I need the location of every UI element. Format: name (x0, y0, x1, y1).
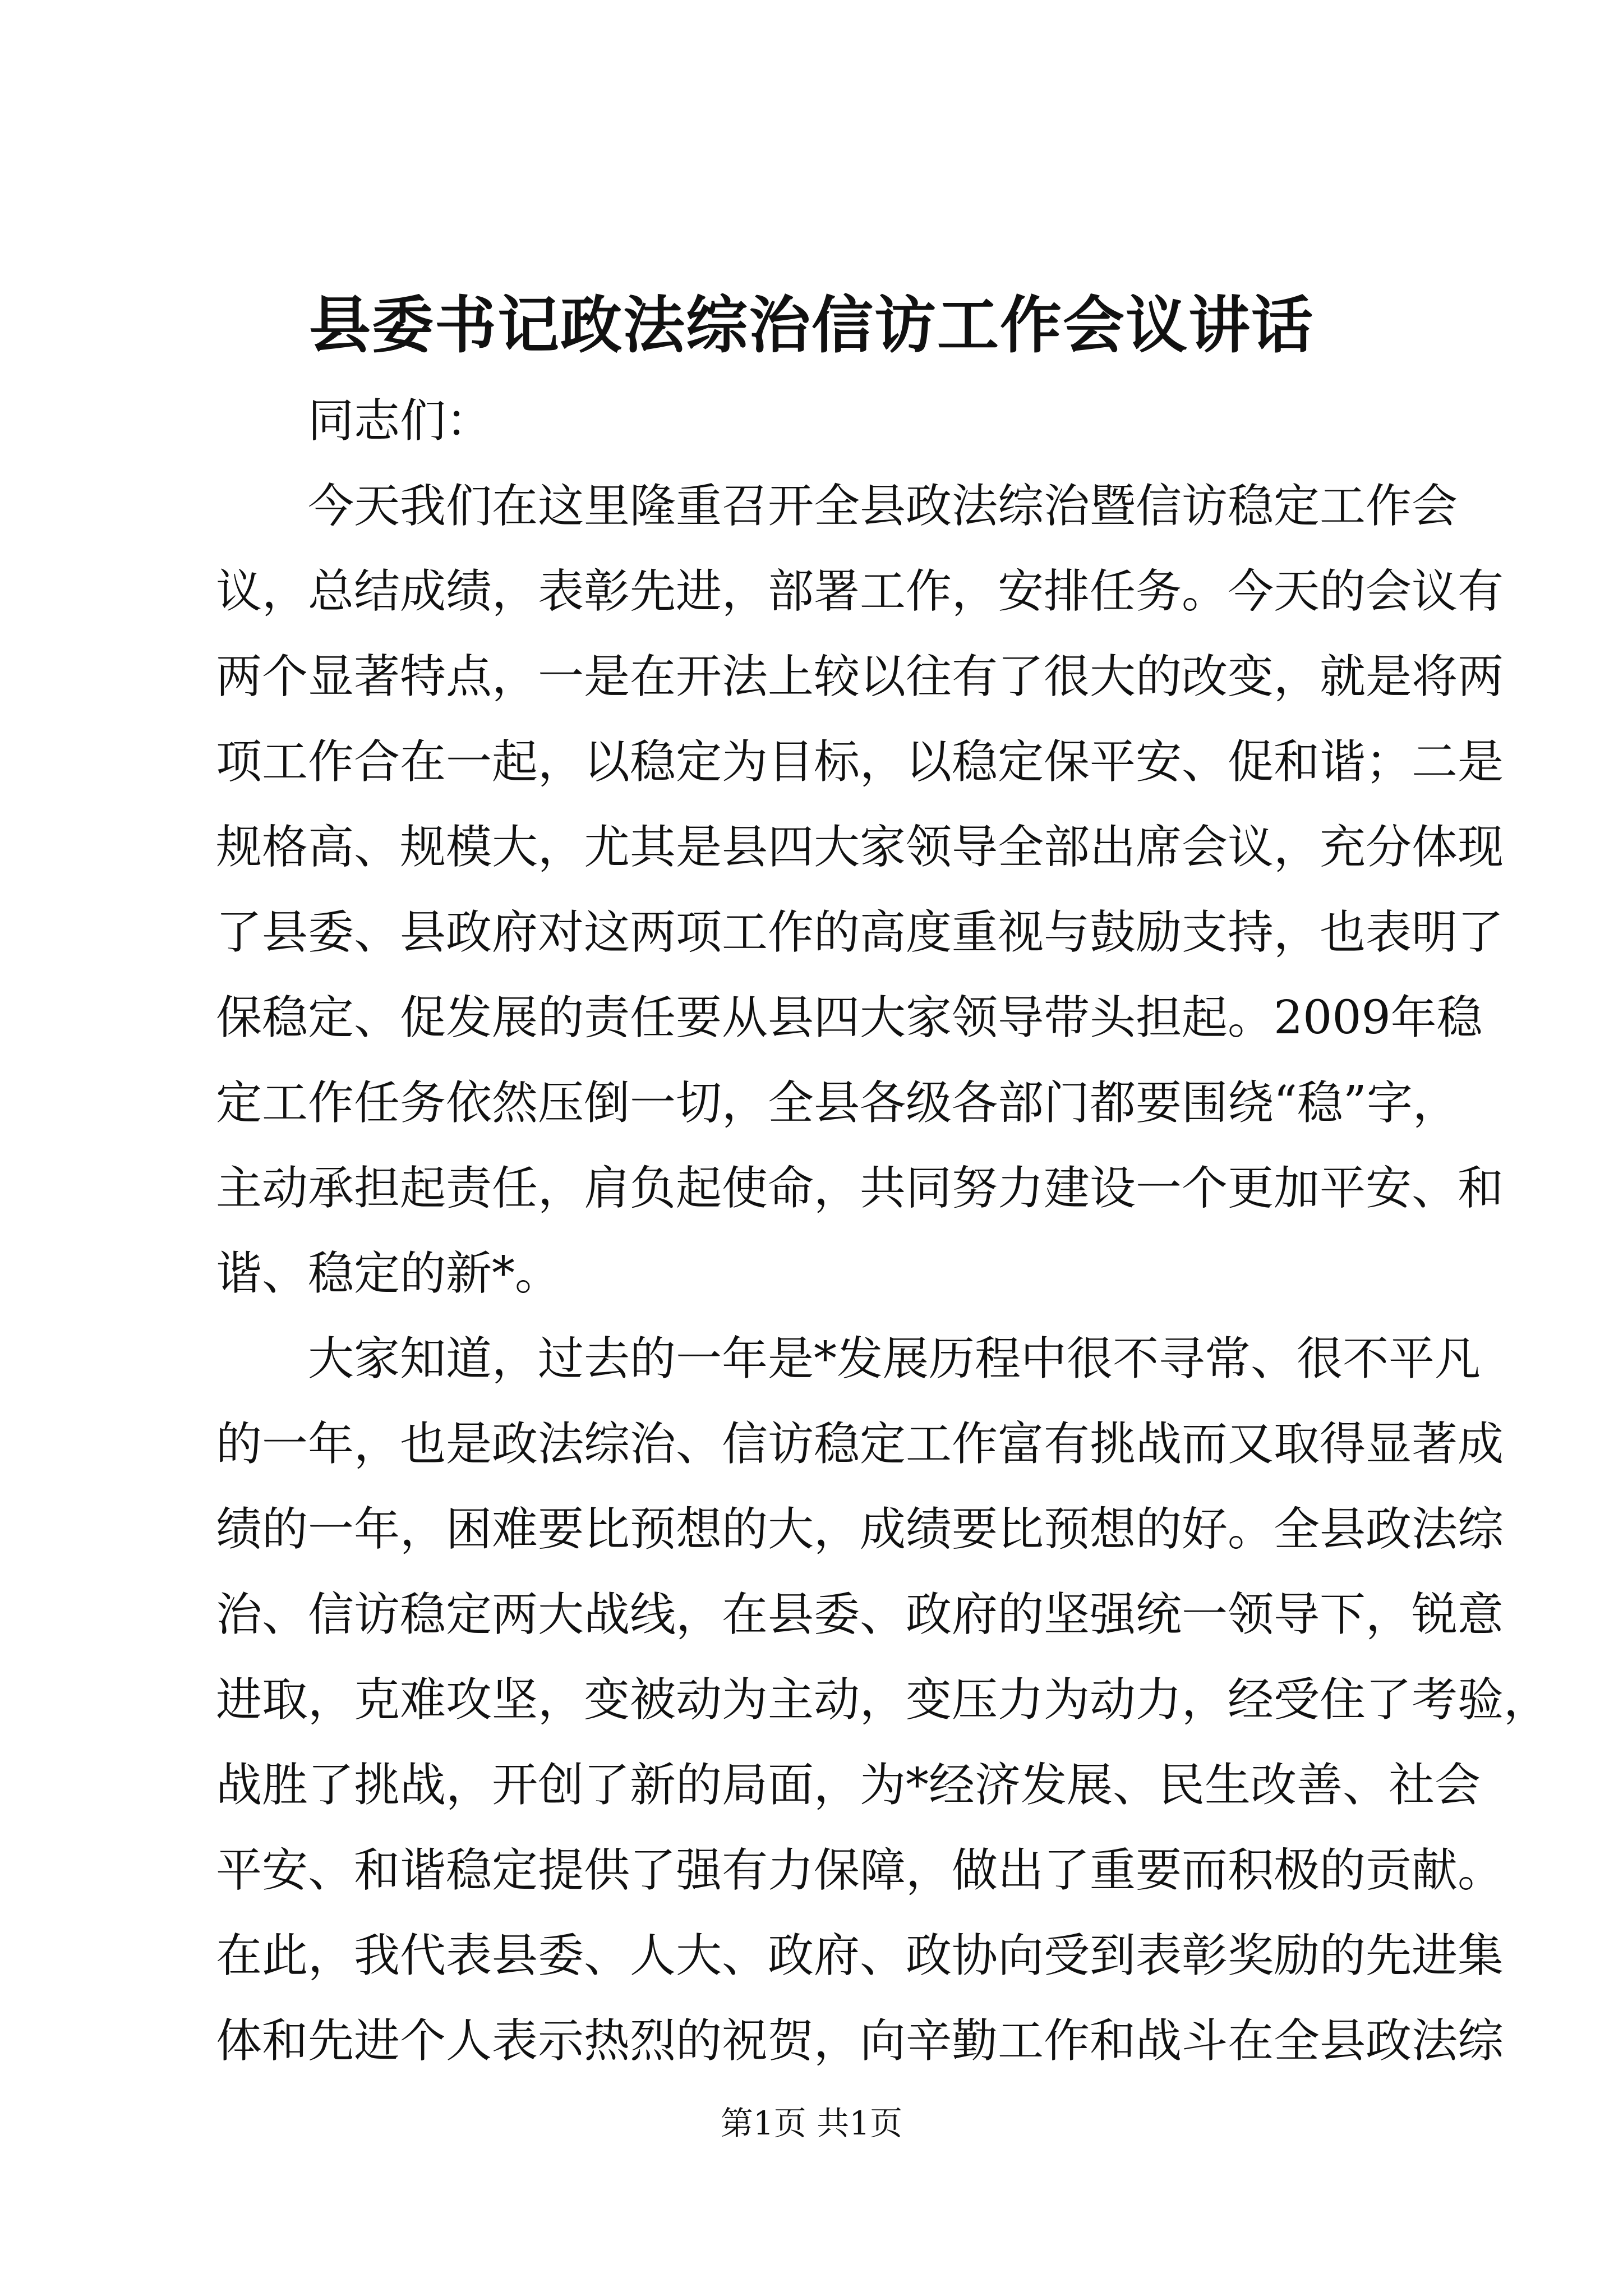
document-body (216, 379, 1550, 2084)
paragraph-line: 两个显著特点，一是在开法上较以往有了很大的改变，就是将两 (216, 650, 1504, 703)
paragraph-line: 绩的一年，困难要比预想的大，成绩要比预想的好。全县政法综 (216, 1503, 1504, 1556)
paragraph-line: 的一年，也是政法综治、信访稳定工作富有挑战而又取得显著成 (216, 1418, 1504, 1471)
paragraph-line: 了县委、县政府对这两项工作的高度重视与鼓励支持，也表明了 (216, 906, 1504, 959)
paragraph-line: 战胜了挑战，开创了新的局面，为*经济发展、民生改善、社会 (216, 1759, 1481, 1812)
paragraph-line: 平安、和谐稳定提供了强有力保障，做出了重要而积极的贡献。 (216, 1844, 1504, 1897)
paragraph-line: 保稳定、促发展的责任要从县四大家领导带头担起。2009年稳 (216, 991, 1483, 1045)
paragraph-line: 大家知道，过去的一年是*发展历程中很不寻常、很不平凡 (308, 1332, 1481, 1386)
salutation: 同志们： (308, 394, 492, 448)
paragraph-line: 今天我们在这里隆重召开全县政法综治暨信访稳定工作会 (308, 480, 1458, 533)
paragraph-line: 规格高、规模大，尤其是县四大家领导全部出席会议，充分体现 (216, 821, 1504, 874)
paragraph-line: 进取，克难攻坚，变被动为主动，变压力为动力，经受住了考验， (216, 1673, 1550, 1727)
paragraph-line: 治、信访稳定两大战线，在县委、政府的坚强统一领导下，锐意 (216, 1588, 1504, 1641)
paragraph-line: 定工作任务依然压倒一切，全县各级各部门都要围绕“稳”字， (216, 1076, 1459, 1130)
paragraph-line: 议，总结成绩，表彰先进，部署工作，安排任务。今天的会议有 (216, 565, 1504, 618)
paragraph-line: 项工作合在一起，以稳定为目标，以稳定保平安、促和谐；二是 (216, 735, 1504, 789)
paragraph-line: 体和先进个人表示热烈的祝贺，向辛勤工作和战斗在全县政法综 (216, 2014, 1504, 2068)
paragraph-line: 谐、稳定的新*。 (216, 1247, 561, 1300)
paragraph-2 (216, 1317, 1550, 2084)
paragraph-line: 主动承担起责任，肩负起使命，共同努力建设一个更加平安、和 (216, 1162, 1504, 1215)
paragraph-line: 在此，我代表县委、人大、政府、政协向受到表彰奖励的先进集 (216, 1929, 1504, 1982)
page-number-footer: 第1页 共1页 (720, 2104, 903, 2142)
paragraph-1 (216, 464, 1504, 1317)
document-title: 县委书记政法综治信访工作会议讲话 (309, 289, 1314, 361)
